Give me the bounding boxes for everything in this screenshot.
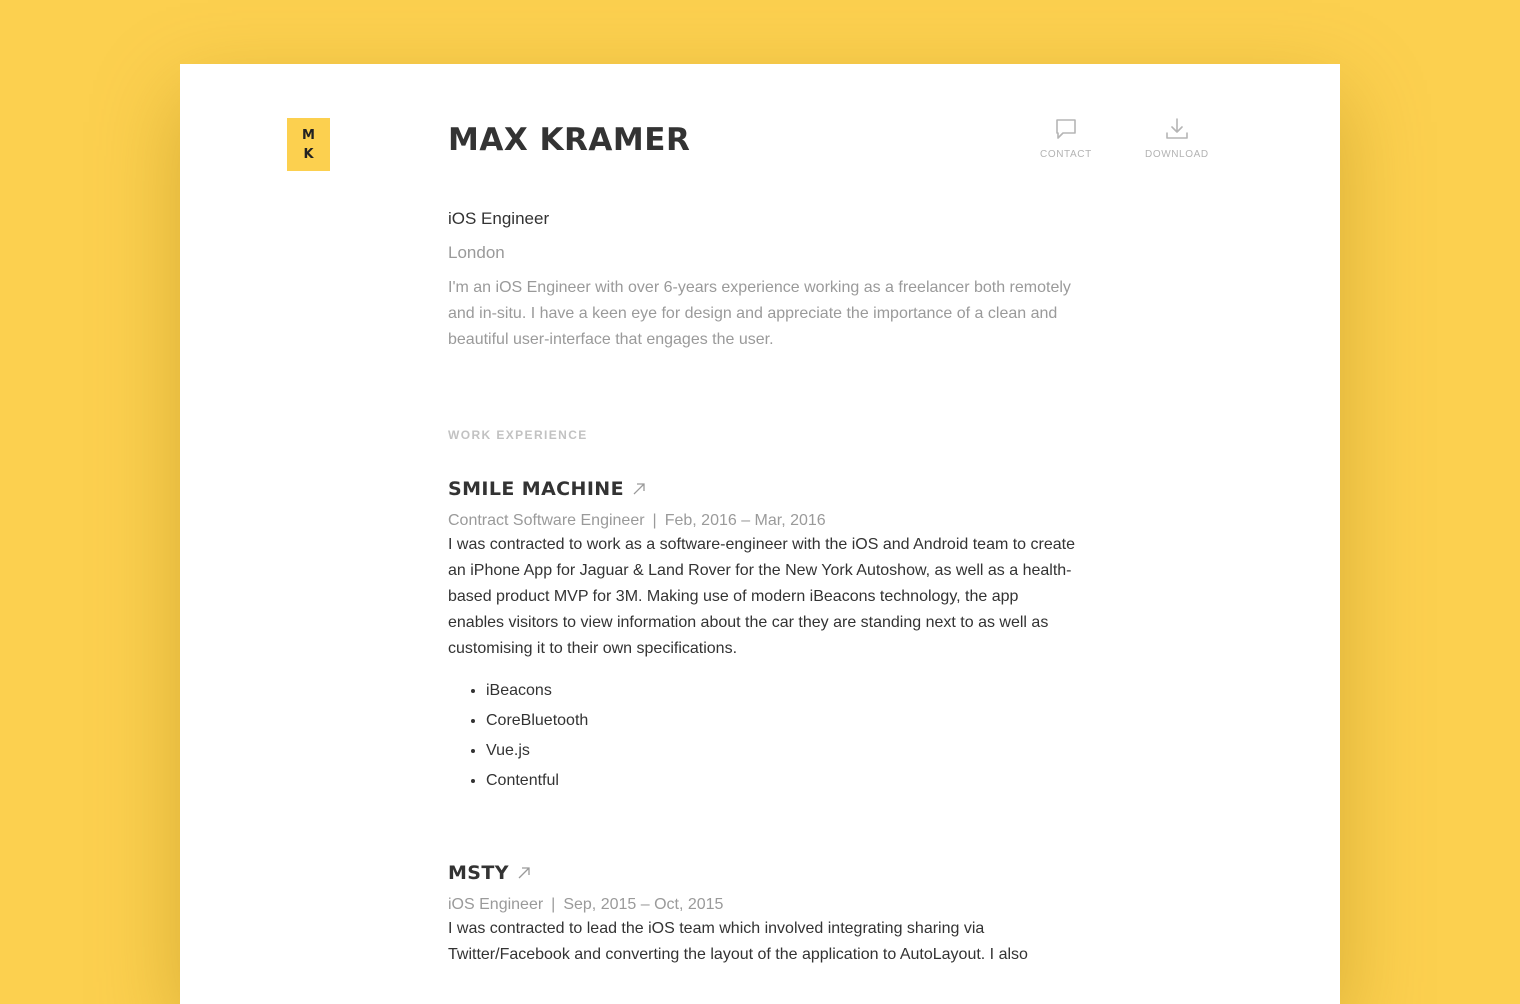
download-button[interactable] [1145, 116, 1209, 160]
logo-letter-k: K [303, 146, 314, 162]
chat-bubble-icon [1053, 116, 1079, 142]
external-link-icon [517, 866, 531, 880]
contact-button[interactable] [1040, 116, 1092, 160]
download-icon [1164, 116, 1190, 142]
job-role: Contract Software Engineer [448, 512, 645, 529]
job-description: I was contracted to lead the iOS team which involved integrating sharing via Twitter/Facebook and converting the layout of the application to AutoLayout. I also [448, 920, 1028, 963]
meta-separator: | [652, 512, 657, 529]
job-dates: Sep, 2015 – Oct, 2015 [563, 896, 724, 913]
location: London [448, 243, 505, 262]
page-title: MAX KRAMER [448, 122, 691, 158]
job-role: iOS Engineer [448, 896, 544, 913]
company-link-smile-machine[interactable] [448, 478, 1078, 500]
job-description: I was contracted to work as a software-engineer with the iOS and Android team to create an iPhone App for Jaguar & Land Rover for the New York Autoshow, as well as a health-based product MVP for 3M. Making use of modern iBeacons technology, the app enables visitors to view information about the car they are standing next to as well as customising it to their own specifications. [448, 536, 1075, 657]
external-link-icon [632, 482, 646, 496]
contact-label: CONTACT [1040, 149, 1092, 160]
download-label: DOWNLOAD [1145, 149, 1209, 160]
job-entry-msty [448, 862, 1078, 968]
meta-separator: | [551, 896, 556, 913]
skill-item: • Contentful [486, 766, 1078, 796]
skills-list [448, 676, 1078, 796]
monogram-logo[interactable] [287, 118, 330, 171]
skill-item: • iBeacons [486, 676, 1078, 706]
job-entry-smile-machine [448, 478, 1078, 796]
bio: I'm an iOS Engineer with over 6-years experience working as a freelancer both remotely and in-situ. I have a keen eye for design and appreciate the importance of a clean and beautiful user-interface that engages the user. [448, 279, 1071, 348]
company-link-msty[interactable] [448, 862, 1078, 884]
job-meta [448, 896, 1078, 914]
logo-letter-m: M [302, 127, 315, 143]
resume-card [180, 64, 1340, 1004]
job-dates: Feb, 2016 – Mar, 2016 [664, 512, 826, 529]
company-name: SMILE MACHINE [448, 478, 624, 500]
job-headline: iOS Engineer [448, 209, 550, 228]
company-name: MSTY [448, 862, 509, 884]
job-meta [448, 512, 1078, 530]
skill-item: • Vue.js [486, 736, 1078, 766]
skill-item: • CoreBluetooth [486, 706, 1078, 736]
work-experience-heading: WORK EXPERIENCE [448, 428, 588, 442]
